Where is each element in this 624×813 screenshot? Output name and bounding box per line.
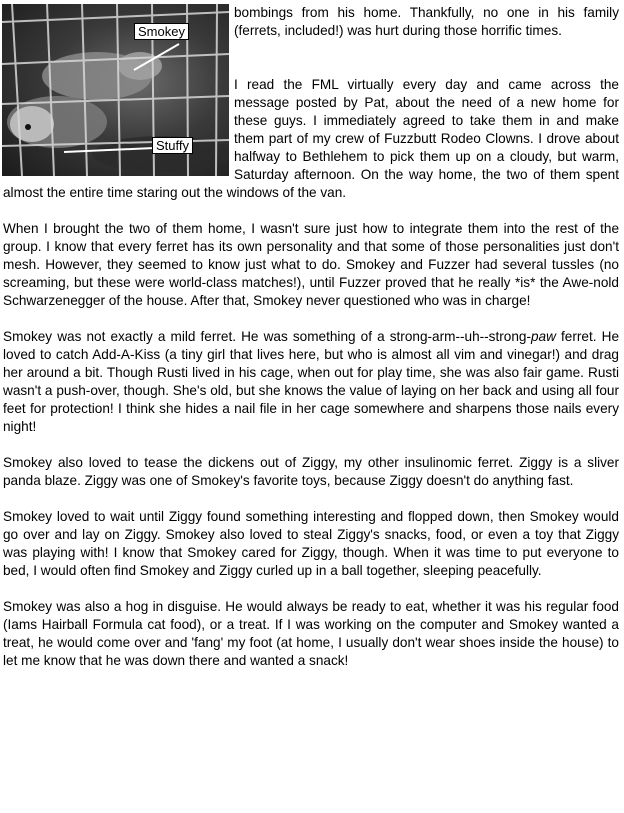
paragraph-6: Smokey loved to wait until Ziggy found something interesting and flopped down, then Smokey would go over and lay on Ziggy. Smokey also loved to steal Ziggy's snacks, food, or even a toy that Ziggy was playing with! I know that Smokey cared for Ziggy, though. When it was time to put everyone to bed, I would often find Smokey and Ziggy curled up in a ball together, sleeping peacefully. [3, 509, 619, 578]
ferret-photo [2, 4, 229, 176]
paragraph-2: I read the FML virtually every day and came across the message posted by Pat, about the need of a new home for these guys. I immediately agreed to take them in and make them part of my crew of Fuzzbutt Rodeo Clowns. I drove about halfway to Bethlehem to pick them up on a cloudy, but warm, Saturday afternoon. On the way home, the two of them spent almost the entire time staring out the windows of the van. [3, 77, 619, 200]
paragraph-3: When I brought the two of them home, I wasn't sure just how to integrate them into the rest of the group. I know that every ferret has its own personality and that some of those personalities just don't mesh. However, they seemed to know just what to do. Smokey and Fuzzer had several tussles (no screaming, but these were world-class matches!), until Fuzzer proved that he really *is* the Awe-nold Schwarzenegger of the house. After that, Smokey never questioned who was in charge! [3, 221, 619, 308]
paragraph-7: Smokey was also a hog in disguise. He would always be ready to eat, whether it was his regular food (Iams Hairball Formula cat food), or a treat. If I was working on the computer and Smokey wanted a treat, he would come over and 'fang' my foot (at home, I usually don't wear shoes inside the house) to let me know that he was down there and wanted a snack! [3, 599, 619, 668]
paragraph-4 [3, 328, 619, 436]
paragraph-1: bombings from his home. Thankfully, no one in his family (ferrets, included!) was hurt during those horrific times. [234, 5, 619, 38]
stuffy-callout: Stuffy [152, 137, 193, 154]
article [3, 4, 619, 670]
ferret-cage-image [2, 4, 229, 176]
paragraph-4-emphasis: paw [531, 329, 556, 344]
paragraph-4-text-b: ferret. He loved to catch Add-A-Kiss (a tiny girl that lives here, but who is almost all vim and vinegar!) and drag her around a bit. Though Rusti lived in his cage, when out for play time, she was also fair game. Rusti wasn't a push-over, though. She's old, but she knows the value of laying on her back and using all four feet for protection! I think she hides a nail file in her cage somewhere and sharpens those nails every night! [3, 329, 620, 434]
paragraph-5: Smokey also loved to tease the dickens out of Ziggy, my other insulinomic ferret. Ziggy is a sliver panda blaze. Ziggy was one of Smokey's favorite toys, because Ziggy doesn't do anything fast. [3, 455, 619, 488]
smokey-callout: Smokey [134, 23, 189, 40]
paragraph-4-text-a: Smokey was not exactly a mild ferret. He was something of a strong-arm--uh--strong- [3, 329, 531, 344]
